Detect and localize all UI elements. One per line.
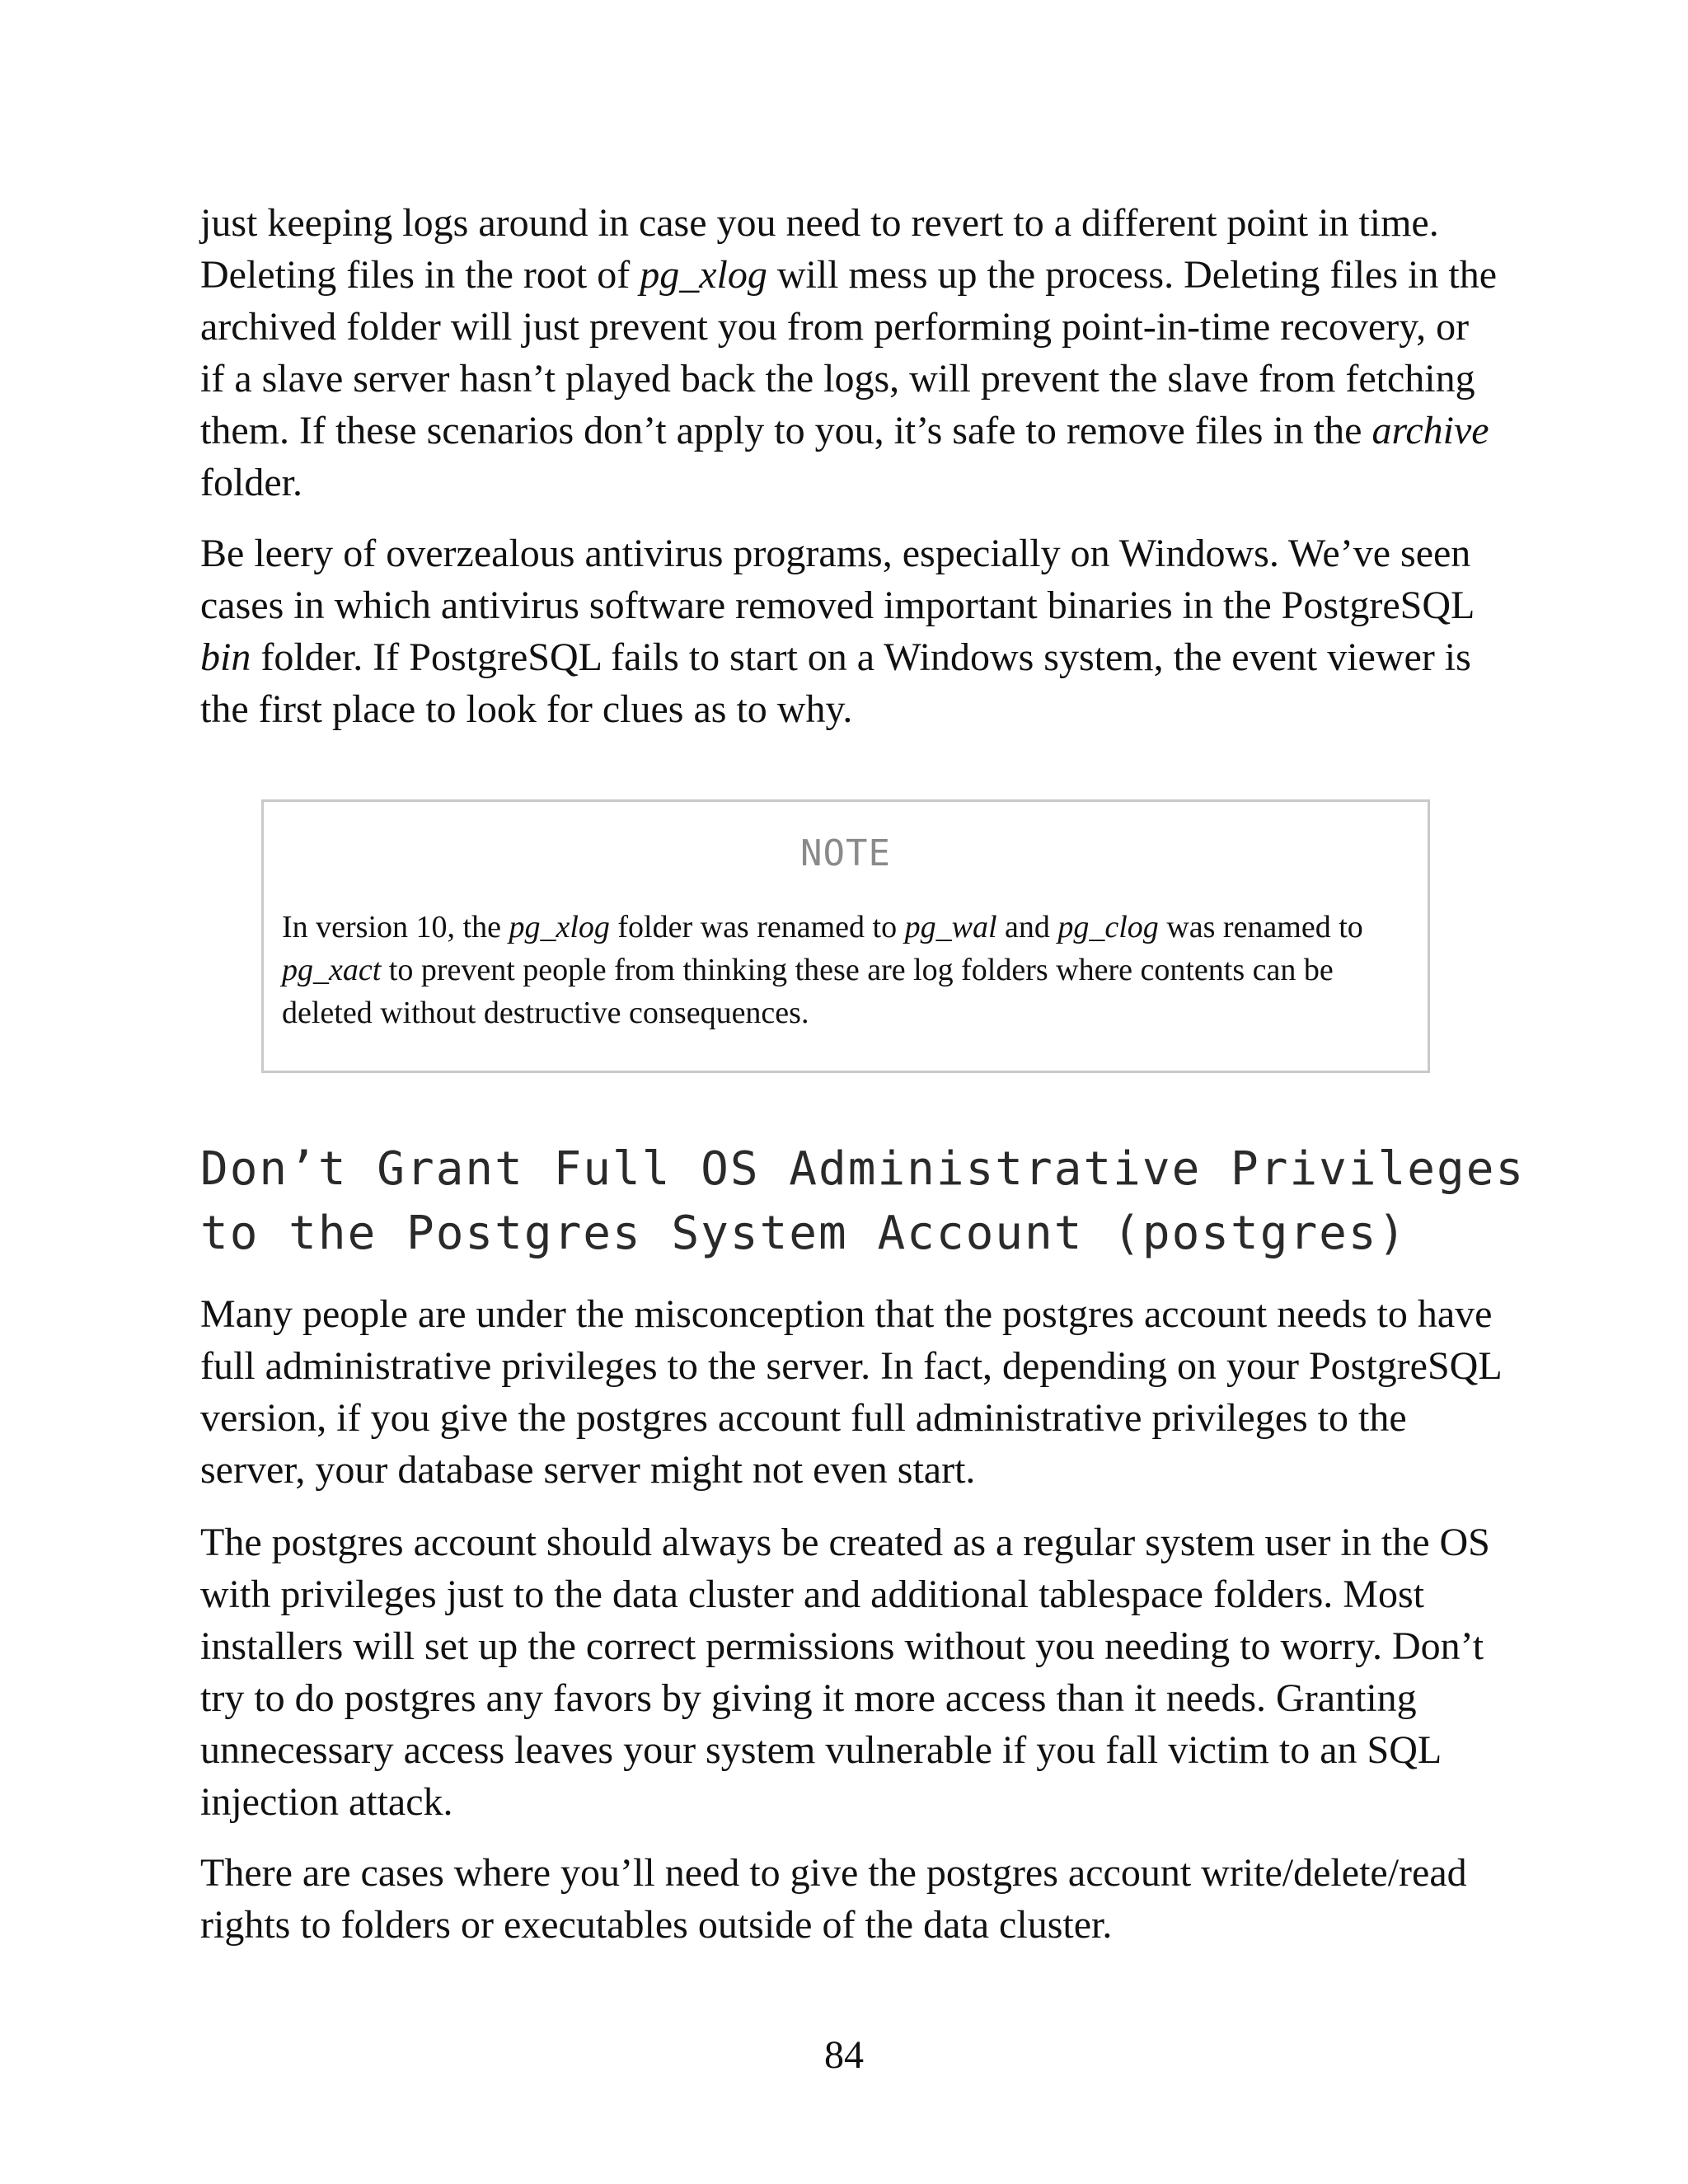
italic-term-pg-xlog: pg_xlog — [640, 253, 767, 297]
text-run: folder was renamed to — [609, 910, 905, 944]
paragraph-antivirus — [200, 527, 1503, 735]
italic-term-pg-xact: pg_xact — [282, 953, 382, 987]
text-run: will mess up the process. Deleting files in the archived folder will just prevent you from performing point-in-time recovery, or if a slave server hasn’t played back the logs, will prevent the slave from fetching them. If these scenarios don’t apply to you, it’s safe to remove files in the — [200, 253, 1498, 452]
text-run: folder. — [200, 461, 302, 504]
italic-term-pg-xlog: pg_xlog — [509, 910, 610, 944]
text-run: just keeping logs around in case you need to revert to a different point in time. Deleting files in the root of — [200, 201, 1439, 297]
section-heading: Don’t Grant Full OS Administrative Privileges to the Postgres System Account (postgres) — [200, 1142, 1526, 1260]
italic-term-pg-wal: pg_wal — [904, 910, 997, 944]
paragraph-pg-xlog-archive — [200, 197, 1503, 509]
page-number: 84 — [824, 2033, 864, 2077]
note-text — [282, 906, 1419, 1034]
paragraph-regular-user: The postgres account should always be created as a regular system user in the OS with privileges just to the data cluster and additional tablespace folders. Most installers will set up the correct permissions without you needing to worry. Don’t try to do postgres any favors by giving it more access than it needs. Granting unnecessary access leaves your system vulnerable if you fall victim to an SQL injection attack. — [200, 1521, 1490, 1824]
paragraph-rights: There are cases where you’ll need to give the postgres account write/delete/read rights to folders or executables outside of the data cluster. — [200, 1851, 1467, 1947]
text-run: In version 10, the — [282, 910, 509, 944]
italic-term-bin: bin — [200, 635, 251, 679]
note-box — [261, 799, 1430, 1073]
text-run: folder. If PostgreSQL fails to start on a Windows system, the event viewer is the first place to look for clues as to why. — [200, 635, 1471, 731]
text-run: to prevent people from thinking these are log folders where contents can be deleted without destructive consequences. — [282, 953, 1334, 1030]
text-run: was renamed to — [1158, 910, 1363, 944]
italic-term-pg-clog: pg_clog — [1057, 910, 1159, 944]
text-run: Be leery of overzealous antivirus programs, especially on Windows. We’ve seen cases in which antivirus software removed important binaries in the PostgreSQL — [200, 532, 1474, 627]
text-run: and — [996, 910, 1058, 944]
italic-term-archive: archive — [1372, 409, 1489, 452]
note-title: NOTE — [800, 832, 891, 874]
paragraph-misconception: Many people are under the misconception that the postgres account needs to have full administrative privileges to the server. In fact, depending on your PostgreSQL version, if you give the postgres account full administrative privileges to the server, your database server might not even start. — [200, 1292, 1501, 1492]
